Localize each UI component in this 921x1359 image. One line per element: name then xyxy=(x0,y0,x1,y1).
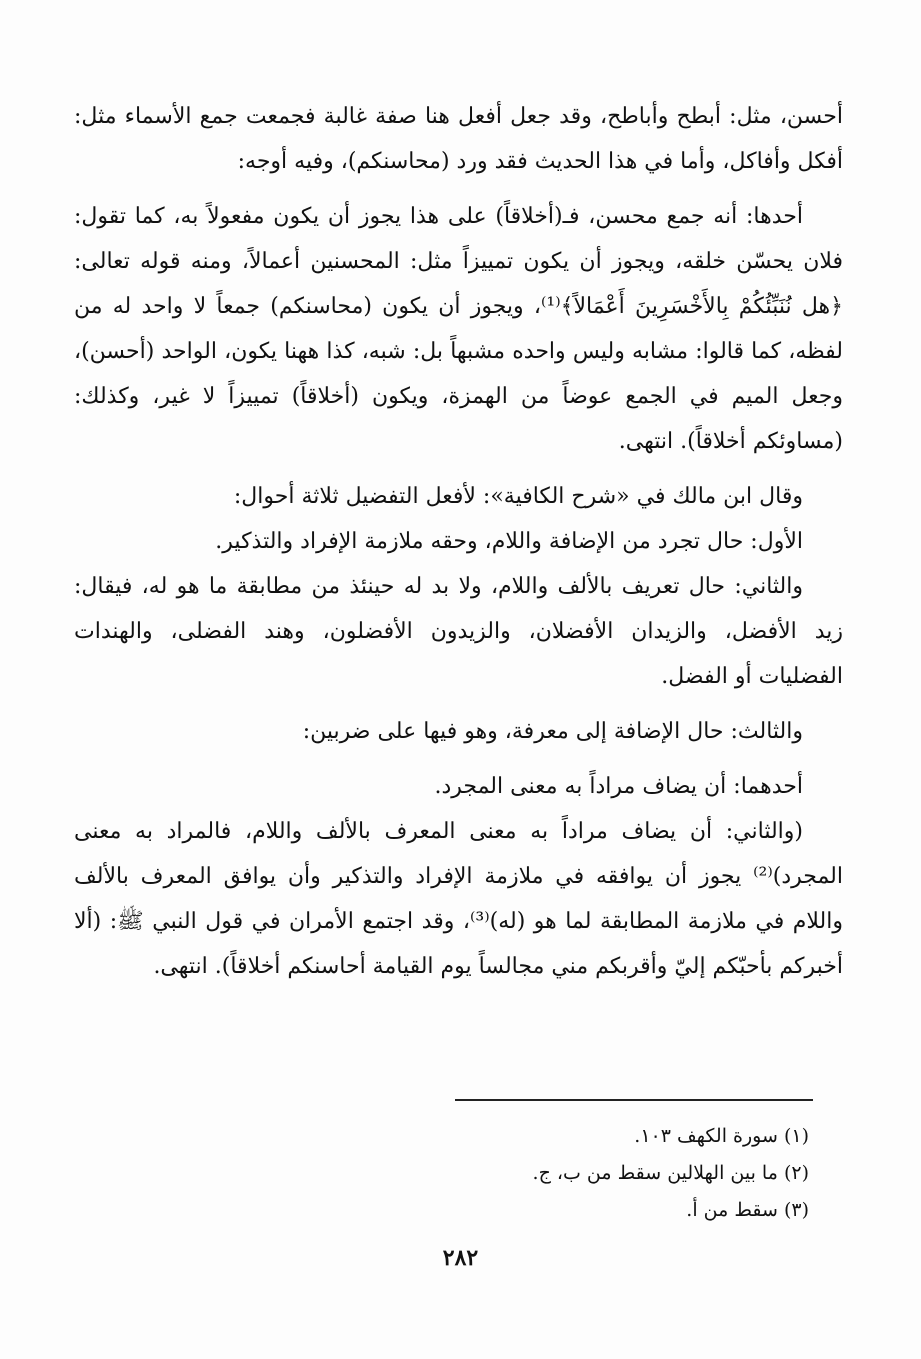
paragraph-7: أحدهما: أن يضاف مراداً به معنى المجرد. xyxy=(434,774,803,799)
main-text xyxy=(74,94,843,989)
paragraph-3: وقال ابن مالك في «شرح الكافية»: لأفعل التفضيل ثلاثة أحوال: xyxy=(233,484,803,509)
paragraph-5: والثاني: حال تعريف بالألف واللام، ولا بد له حينئذ من مطابقة ما هو له، فيقال: زيد الأفضل، والزيدان الأفضلان، والزيدون الأفضلون، وهند الفضلى، والهندات الفضليات أو الفضل. xyxy=(74,574,843,689)
paragraph-2: أحدها: أنه جمع محسن، فـ(أخلاقاً) على هذا يجوز أن يكون مفعولاً به، كما تقول: فلان يحسّن خلقه، ويجوز أن يكون تمييزاً مثل: المحسنين أعمالاً، ومنه قوله تعالى: ﴿هل نُنَبِّئُكُمْ بِالأَخْسَرِينَ أَعْمَالاً﴾⁽¹⁾، ويجوز أن يكون (محاسنكم) جمعاً لا واحد له من لفظه، كما قالوا: مشابه وليس واحده مشبهاً بل: شبه، كذا ههنا يكون، الواحد (أحسن)، وجعل الميم في الجمع عوضاً من الهمزة، ويكون (أخلاقاً) تمييزاً لا غير، وكذلك: (مساوئكم أخلاقاً). انتهى. xyxy=(74,204,843,454)
footnote-3: (٣) سقط من أ. xyxy=(686,1199,809,1221)
paragraph-1: أحسن، مثل: أبطح وأباطح، وقد جعل أفعل هنا صفة غالبة فجمعت جمع الأسماء مثل: أفكل وأفاكل، وأما في هذا الحديث فقد ورد (محاسنكم)، وفيه أوجه: xyxy=(74,104,844,174)
paragraph-6: والثالث: حال الإضافة إلى معرفة، وهو فيها على ضربين: xyxy=(302,719,803,744)
footnote-divider xyxy=(455,1099,813,1101)
paragraph-4: الأول: حال تجرد من الإضافة واللام، وحقه ملازمة الإفراد والتذكير. xyxy=(215,529,803,554)
footnote-1: (١) سورة الكهف ١٠٣. xyxy=(634,1125,809,1147)
page-number: ٢٨٢ xyxy=(442,1245,479,1271)
footnote-2: (٢) ما بين الهلالين سقط من ب، ج. xyxy=(532,1162,809,1184)
footnotes xyxy=(400,1118,809,1229)
paragraph-8: (والثاني: أن يضاف مراداً به معنى المعرف بالألف واللام، فالمراد به معنى المجرد)⁽²⁾ يجوز أن يوافقه في ملازمة الإفراد والتذكير وأن يوافق المعرف بالألف واللام في ملازمة المطابقة لما هو (له)⁽³⁾، وقد اجتمع الأمران في قول النبي ﷺ: (ألا أخبركم بأحبّكم إليّ وأقربكم مني مجالساً يوم القيامة أحاسنكم أخلاقاً). انتهى. xyxy=(74,819,843,979)
